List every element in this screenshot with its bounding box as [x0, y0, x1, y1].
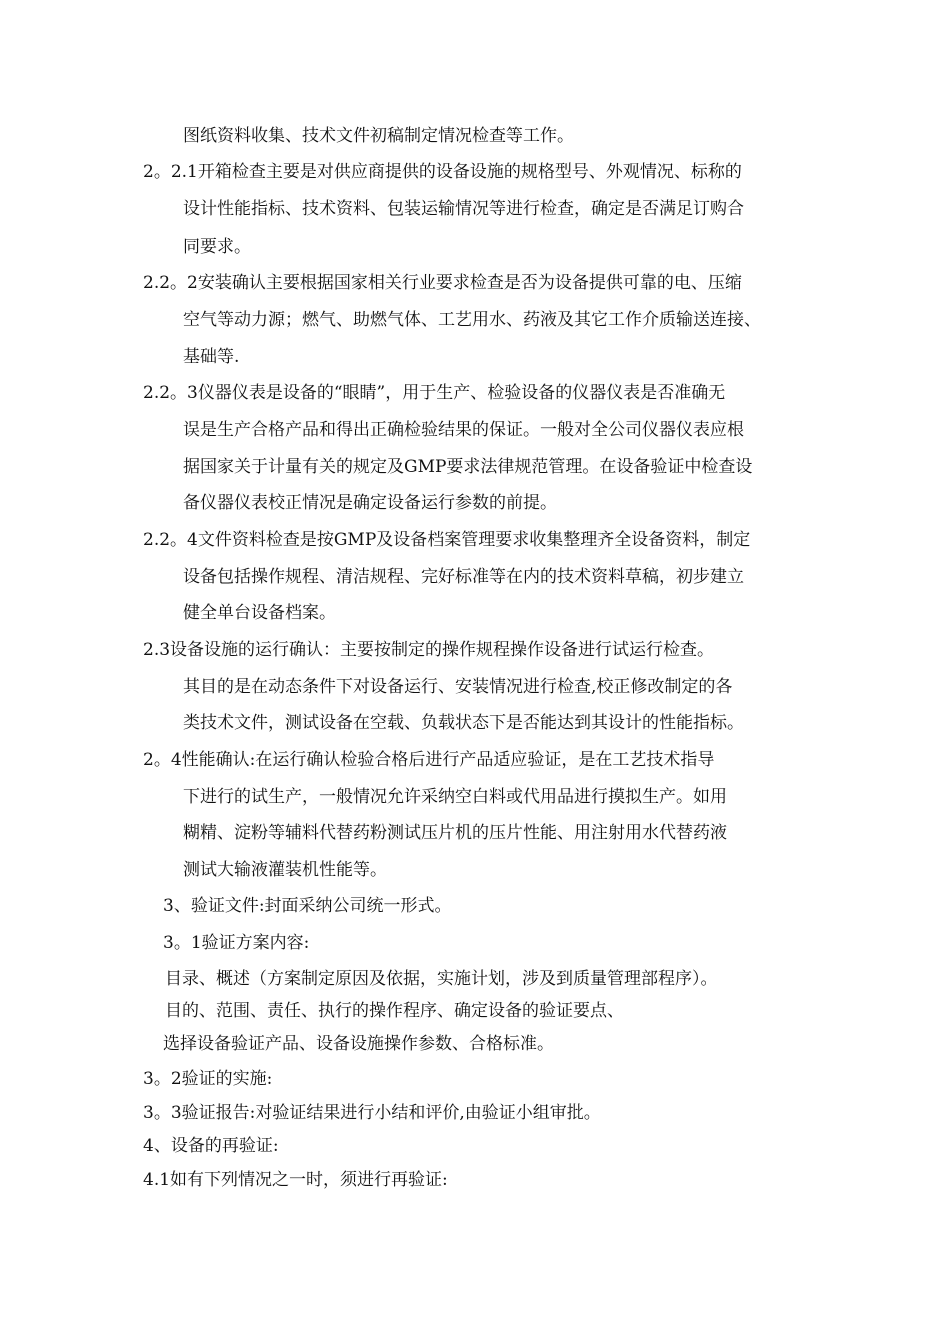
text-line: 4.1如有下列情况之一时，须进行再验证:: [143, 1170, 448, 1190]
text-line: 2。2.1开箱检查主要是对供应商提供的设备设施的规格型号、外观情况、标称的: [143, 162, 742, 182]
text-line: 3、验证文件:封面采纳公司统一形式。: [163, 896, 452, 916]
text-line: 2.2。2安装确认主要根据国家相关行业要求检查是否为设备提供可靠的电、压缩: [143, 273, 742, 293]
text-line: 备仪器仪表校正情况是确定设备运行参数的前提。: [183, 493, 557, 513]
text-line: 糊精、淀粉等辅料代替药粉测试压片机的压片性能、用注射用水代替药液: [183, 823, 727, 843]
text-line: 设备包括操作规程、清洁规程、完好标准等在内的技术资料草稿，初步建立: [183, 567, 744, 587]
text-line: 目录、概述（方案制定原因及依据，实施计划，涉及到质量管理部程序）。: [165, 969, 718, 989]
text-line: 3。1验证方案内容:: [163, 933, 310, 953]
text-line: 健全单台设备档案。: [183, 603, 336, 623]
text-line: 2.3设备设施的运行确认：主要按制定的操作规程操作设备进行试运行检查。: [143, 640, 715, 660]
text-line: 设计性能指标、技术资料、包装运输情况等进行检查，确定是否满足订购合: [183, 199, 744, 219]
text-line: 下进行的试生产，一般情况允许采纳空白料或代用品进行摸拟生产。如用: [183, 787, 727, 807]
text-line: 2.2。4文件资料检查是按GMP及设备档案管理要求收集整理齐全设备资料，制定: [143, 530, 751, 550]
text-line: 其目的是在动态条件下对设备运行、安装情况进行检查,校正修改制定的各: [183, 677, 733, 697]
text-line: 2。4性能确认:在运行确认检验合格后进行产品适应验证，是在工艺技术指导: [143, 750, 715, 770]
text-line: 3。3验证报告:对验证结果进行小结和评价,由验证小组审批。: [143, 1103, 601, 1123]
text-line: 4、设备的再验证:: [143, 1136, 279, 1156]
text-line: 2.2。3仪器仪表是设备的“眼睛”，用于生产、检验设备的仪器仪表是否准确无: [143, 383, 726, 403]
text-line: 据国家关于计量有关的规定及GMP要求法律规范管理。在设备验证中检查设: [183, 457, 753, 477]
text-line: 目的、范围、责任、执行的操作程序、确定设备的验证要点、: [165, 1001, 624, 1021]
text-line: 空气等动力源；燃气、助燃气体、工艺用水、药液及其它工作介质输送连接、: [183, 310, 761, 330]
text-line: 测试大输液灌装机性能等。: [183, 860, 387, 880]
text-line: 同要求。: [183, 237, 251, 257]
text-line: 类技术文件，测试设备在空载、负载状态下是否能达到其设计的性能指标。: [183, 713, 744, 733]
text-line: 图纸资料收集、技术文件初稿制定情况检查等工作。: [183, 126, 574, 146]
text-line: 选择设备验证产品、设备设施操作参数、合格标准。: [163, 1034, 554, 1054]
text-line: 误是生产合格产品和得出正确检验结果的保证。一般对全公司仪器仪表应根: [183, 420, 744, 440]
text-line: 3。2验证的实施:: [143, 1069, 273, 1089]
text-line: 基础等.: [183, 347, 240, 367]
